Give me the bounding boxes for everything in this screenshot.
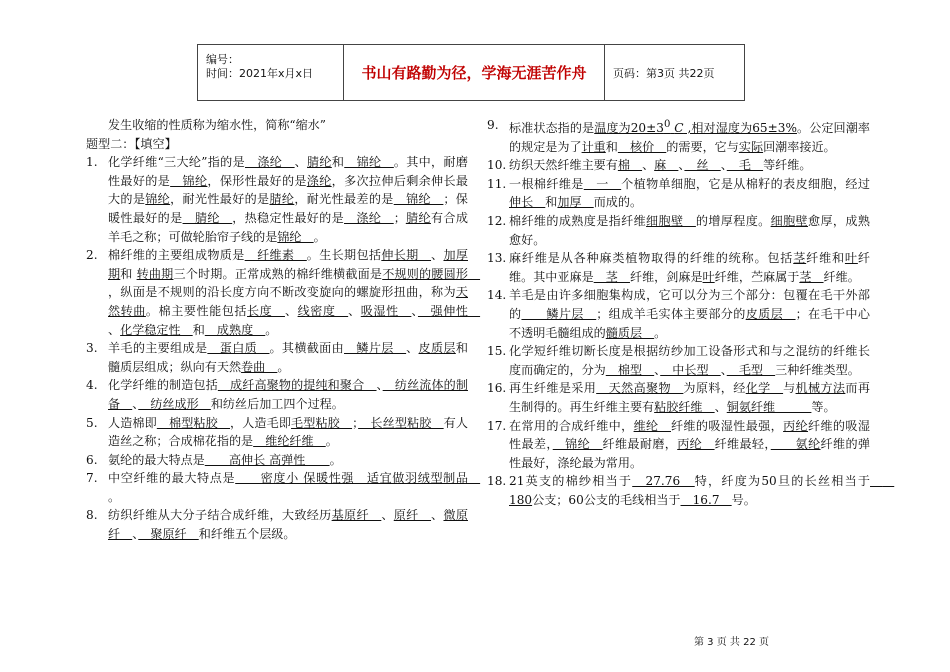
right-question-list	[487, 116, 895, 510]
question-number: 7.	[86, 471, 98, 486]
question-number: 12.	[487, 214, 507, 228]
question-number: 1.	[86, 155, 98, 170]
question-number: 9.	[487, 118, 499, 132]
question-item	[487, 472, 895, 509]
question-number: 2.	[86, 248, 98, 263]
question-item	[487, 249, 870, 286]
question-number: 10.	[487, 158, 507, 173]
question-item	[487, 342, 870, 379]
left-column	[86, 116, 481, 544]
question-text: 再生纤维是采用 天然高聚物 为原料，经化学 与机械方法而再生制得的。再生纤维主要有粘胶纤维 、铜氨纤维 等。	[509, 381, 870, 414]
header-motto: 书山有路勤为径，学海无涯苦作舟	[344, 45, 605, 100]
question-item	[487, 212, 870, 249]
question-text: 棉纤维的成熟度是指纤维细胞壁 的增厚程度。细胞壁愈厚，成熟愈好。	[509, 214, 870, 247]
question-text: 氨纶的最大特点是 高伸长 高弹性 。	[108, 452, 342, 467]
question-item	[487, 175, 870, 212]
question-number: 18.	[487, 474, 507, 489]
question-item	[86, 246, 481, 339]
question-text: 化学纤维“三大纶”指的是 涤纶 、腈纶和 锦纶 。其中，耐磨性最好的是 锦纶，保形性最好的是涤纶，多次拉伸后剩余伸长最大的是锦纶，耐光性最好的是腈纶，耐光性最差的是 锦纶 ；保暖性最好的是 腈纶 ，热稳定性最好的是 涤纶 ；腈纶有合成羊毛之称；可做轮胎帘子线的是锦纶 。	[108, 155, 468, 244]
question-number: 15.	[487, 344, 507, 359]
question-number: 6.	[86, 452, 98, 467]
right-column	[487, 116, 895, 510]
question-text: 棉纤维的主要组成物质是 纤维素 。生长期包括伸长期 、加厚期和 转曲期三个时期。正常成熟的棉纤维横截面是不规则的腰圆形 ，纵面是不规则的沿长度方向不断改变旋向的螺旋形扭曲，称为天然转曲。棉主要性能包括长度 、线密度 、吸湿性 、 强伸性 、化学稳定性 和 成熟度 。	[108, 248, 481, 337]
question-text: 中空纤维的最大特点是 密度小 保暖性强 适宜做羽绒型制品 。	[108, 471, 481, 504]
question-number: 14.	[487, 288, 507, 303]
question-item	[86, 469, 481, 506]
question-text: 化学纤维的制造包括 成纤高聚物的提纯和聚合 、 纺丝流体的制备 、 纺丝成形 和纺丝后加工四个过程。	[108, 378, 468, 411]
question-text: 21英支的棉纱相当于 27.76 特，纤度为50旦的长丝相当于 180公支；60公支的毛线相当于 16.7 号。	[509, 474, 895, 507]
header-meta	[198, 45, 344, 100]
question-item	[86, 506, 468, 543]
question-item	[86, 414, 468, 451]
question-text: 羊毛的主要组成是 蛋白质 。其横截面由 鳞片层 、皮质层和髓质层组成；纵向有天然卷曲 。	[108, 341, 468, 374]
number-label: 编号：	[206, 53, 239, 66]
question-number: 8.	[86, 508, 98, 523]
document-header	[197, 44, 745, 101]
question-text: 标准状态指的是温度为$20\pm 3^0$ C ,相对湿度为65±3%。公定回潮率的规定是为了计重和 核价 的需要，它与实际回潮率接近。	[509, 119, 870, 154]
question-item	[487, 417, 870, 473]
question-number: 17.	[487, 418, 507, 433]
question-item	[487, 156, 870, 175]
header-page-label: 页码：第3页 共22页	[613, 66, 715, 80]
intro-text: 发生收缩的性质称为缩水性，简称“缩水”	[108, 118, 326, 132]
question-number: 13.	[487, 251, 507, 266]
question-text: 麻纤维是从各种麻类植物取得的纤维的统称。包括茎纤维和叶纤维。其中亚麻是 茎 纤维，剑麻是叶纤维，苎麻属于茎 纤维。	[509, 251, 870, 284]
question-text: 在常用的合成纤维中，维纶 纤维的吸湿性最强，丙纶纤维的吸湿性最差， 锦纶 纤维最耐磨，丙纶 纤维最轻， 氨纶纤维的弹性最好，涤纶最为常用。	[509, 418, 870, 470]
question-text: 化学短纤维切断长度是根据纺纱加工设备形式和与之混纺的纤维长度而确定的，分为 棉型 、 中长型 、 毛型 三种纤维类型。	[509, 344, 870, 377]
question-number: 3.	[86, 341, 98, 356]
question-number: 5.	[86, 415, 98, 430]
question-item	[86, 339, 468, 376]
question-item	[86, 153, 468, 246]
section-title: 题型二：【填空】	[86, 136, 177, 151]
question-text: 人造棉即 棉型粘胶 ，人造毛即毛型粘胶 ； 长丝型粘胶 有人造丝之称；合成棉花指的是 维纶纤维 。	[108, 415, 468, 449]
question-item	[487, 116, 870, 156]
left-question-list	[86, 153, 481, 543]
question-item	[487, 379, 870, 416]
question-item	[86, 376, 468, 413]
question-item	[487, 286, 870, 342]
question-item	[86, 451, 468, 470]
page-footer: 第 3 页 共 22 页	[694, 637, 769, 648]
question-number: 4.	[86, 378, 98, 393]
question-text: 羊毛是由许多细胞集构成，它可以分为三个部分：包覆在毛干外部的 鳞片层 ；组成羊毛实体主要部分的皮质层 ；在毛干中心不透明毛髓组成的髓质层 。	[509, 288, 870, 340]
question-number: 11.	[487, 176, 507, 191]
question-text: 一根棉纤维是 一 个植物单细胞，它是从棉籽的表皮细胞，经过伸长 和加厚 而成的。	[509, 176, 870, 210]
question-text: 纺织纤维从大分子结合成纤维，大致经历基原纤 、原纤 、微原纤 、 聚原纤 和纤维五个层级。	[108, 508, 468, 542]
question-number: 16.	[487, 381, 507, 396]
question-text: 纺织天然纤维主要有棉 、麻 、 丝 、 毛 等纤维。	[509, 158, 812, 173]
time-label: 时间：2021年x月x日	[206, 67, 314, 80]
